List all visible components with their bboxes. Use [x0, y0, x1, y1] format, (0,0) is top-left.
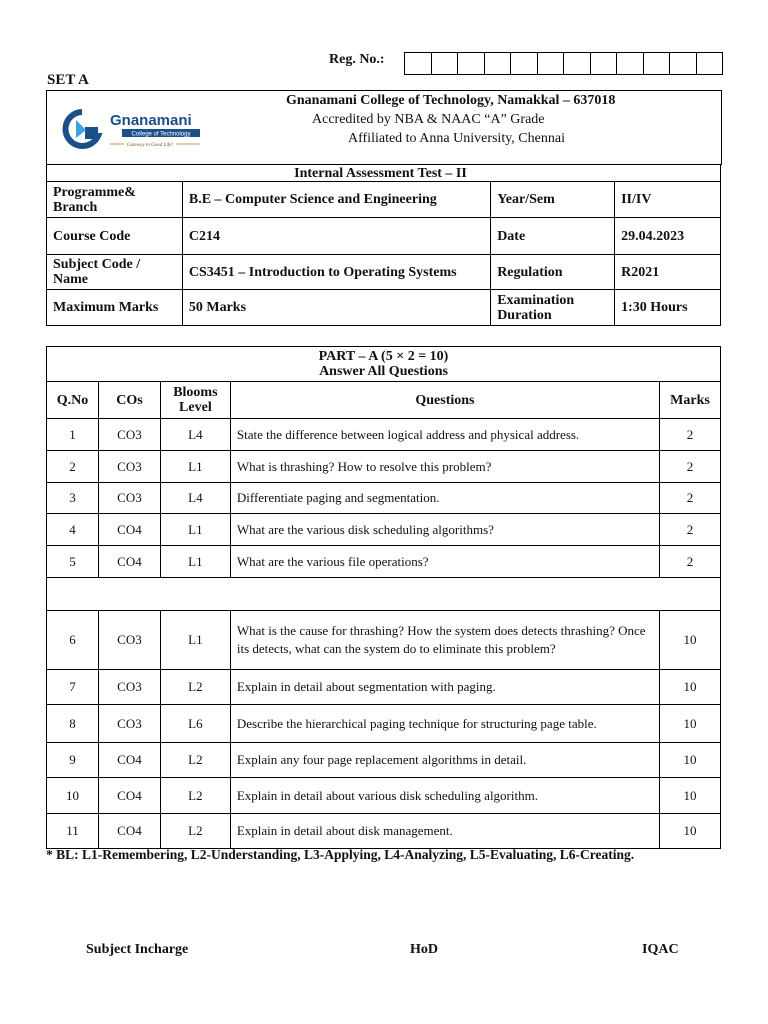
table-row	[47, 451, 721, 483]
qno-cell: 9	[47, 743, 99, 778]
qno-cell: 1	[47, 419, 99, 451]
marks-cell: 10	[659, 814, 720, 849]
marks-cell: 2	[659, 483, 720, 514]
qno-cell: 2	[47, 451, 99, 483]
yearsem-label: Year/Sem	[491, 182, 615, 218]
level-cell: L4	[160, 419, 230, 451]
table-row	[47, 670, 721, 705]
table-row	[47, 546, 721, 578]
level-cell: L6	[160, 705, 230, 743]
qno-cell: 6	[47, 611, 99, 670]
table-row	[47, 483, 721, 514]
bloom-levels-note: * BL: L1-Remembering, L2-Understanding, L3-Applying, L4-Analyzing, L5-Evaluating, L6-Creating.	[46, 847, 635, 862]
level-cell: L1	[160, 514, 230, 546]
level-cell: L2	[160, 814, 230, 849]
part-a-heading	[47, 347, 721, 382]
question-cell: State the difference between logical address and physical address.	[230, 419, 659, 451]
course-code-value: C214	[182, 218, 490, 255]
col-qno: Q.No	[47, 382, 99, 419]
yearsem-value: II/IV	[615, 182, 721, 218]
logo-tagline: Gateway to Good Life!	[127, 143, 173, 148]
co-cell: CO3	[98, 670, 160, 705]
marks-cell: 2	[659, 514, 720, 546]
qno-cell: 10	[47, 778, 99, 814]
exam-info-table	[46, 164, 721, 326]
question-cell: What are the various disk scheduling algorithms?	[230, 514, 659, 546]
col-cos: COs	[98, 382, 160, 419]
iqac-signature: IQAC	[642, 942, 679, 957]
marks-cell: 10	[659, 743, 720, 778]
hod-signature: HoD	[410, 942, 438, 957]
accreditation: Accredited by NBA & NAAC “A” Grade	[312, 112, 545, 127]
question-cell: What is the cause for thrashing? How the system does detects thrashing? Once its detects, what can the system do to eliminate this problem?	[230, 611, 659, 670]
co-cell: CO3	[98, 611, 160, 670]
co-cell: CO4	[98, 814, 160, 849]
co-cell: CO4	[98, 514, 160, 546]
qno-cell: 11	[47, 814, 99, 849]
co-cell: CO4	[98, 778, 160, 814]
part-a-subtitle: Answer All Questions	[319, 364, 448, 379]
qno-cell: 4	[47, 514, 99, 546]
max-marks-value: 50 Marks	[182, 290, 490, 326]
co-cell: CO3	[98, 419, 160, 451]
programme-value: B.E – Computer Science and Engineering	[182, 182, 490, 218]
co-cell: CO3	[98, 705, 160, 743]
qno-cell: 5	[47, 546, 99, 578]
co-cell: CO3	[98, 451, 160, 483]
part-separator-row	[47, 578, 721, 611]
question-cell: Explain in detail about disk management.	[230, 814, 659, 849]
marks-cell: 2	[659, 546, 720, 578]
level-cell: L1	[160, 611, 230, 670]
table-row	[47, 514, 721, 546]
question-cell: What is thrashing? How to resolve this problem?	[230, 451, 659, 483]
subject-label: Subject Code / Name	[47, 255, 183, 290]
question-cell: Explain in detail about various disk scheduling algorithm.	[230, 778, 659, 814]
level-cell: L1	[160, 546, 230, 578]
question-cell: Explain any four page replacement algorithms in detail.	[230, 743, 659, 778]
table-row	[47, 743, 721, 778]
level-cell: L1	[160, 451, 230, 483]
marks-cell: 2	[659, 451, 720, 483]
level-cell: L2	[160, 778, 230, 814]
qno-cell: 3	[47, 483, 99, 514]
level-cell: L4	[160, 483, 230, 514]
table-row	[47, 611, 721, 670]
part-a-title: PART – A (5 × 2 = 10)	[318, 349, 449, 364]
question-cell: What are the various file operations?	[230, 546, 659, 578]
reg-no-boxes	[404, 52, 723, 75]
table-row	[47, 814, 721, 849]
logo-subtext: College of Technology	[131, 131, 191, 138]
question-cell: Differentiate paging and segmentation.	[230, 483, 659, 514]
marks-cell: 10	[659, 778, 720, 814]
marks-cell: 2	[659, 419, 720, 451]
max-marks-label: Maximum Marks	[47, 290, 183, 326]
subject-incharge-signature: Subject Incharge	[86, 942, 189, 957]
college-name: Gnanamani College of Technology, Namakkal – 637018	[286, 93, 616, 108]
marks-cell: 10	[659, 670, 720, 705]
level-cell: L2	[160, 670, 230, 705]
questions-table	[46, 346, 721, 849]
programme-label: Programme& Branch	[47, 182, 183, 218]
question-cell: Describe the hierarchical paging technique for structuring page table.	[230, 705, 659, 743]
logo-text: Gnanamani	[110, 112, 192, 129]
subject-value: CS3451 – Introduction to Operating Systems	[182, 255, 490, 290]
reg-no-label: Reg. No.:	[329, 52, 385, 67]
course-code-label: Course Code	[47, 218, 183, 255]
marks-cell: 10	[659, 705, 720, 743]
affiliation: Affiliated to Anna University, Chennai	[348, 131, 565, 146]
regulation-label: Regulation	[491, 255, 615, 290]
qno-cell: 7	[47, 670, 99, 705]
question-cell: Explain in detail about segmentation with paging.	[230, 670, 659, 705]
date-value: 29.04.2023	[615, 218, 721, 255]
college-logo	[62, 108, 212, 150]
co-cell: CO3	[98, 483, 160, 514]
regulation-value: R2021	[615, 255, 721, 290]
table-row	[47, 419, 721, 451]
table-row	[47, 778, 721, 814]
set-label: SET A	[47, 72, 89, 88]
co-cell: CO4	[98, 546, 160, 578]
col-marks: Marks	[659, 382, 720, 419]
qno-cell: 8	[47, 705, 99, 743]
date-label: Date	[491, 218, 615, 255]
duration-value: 1:30 Hours	[615, 290, 721, 326]
duration-label: Examination Duration	[491, 290, 615, 326]
marks-cell: 10	[659, 611, 720, 670]
col-questions: Questions	[230, 382, 659, 419]
co-cell: CO4	[98, 743, 160, 778]
table-row	[47, 705, 721, 743]
col-blooms: Blooms Level	[160, 382, 230, 419]
level-cell: L2	[160, 743, 230, 778]
test-title: Internal Assessment Test – II	[47, 165, 721, 182]
